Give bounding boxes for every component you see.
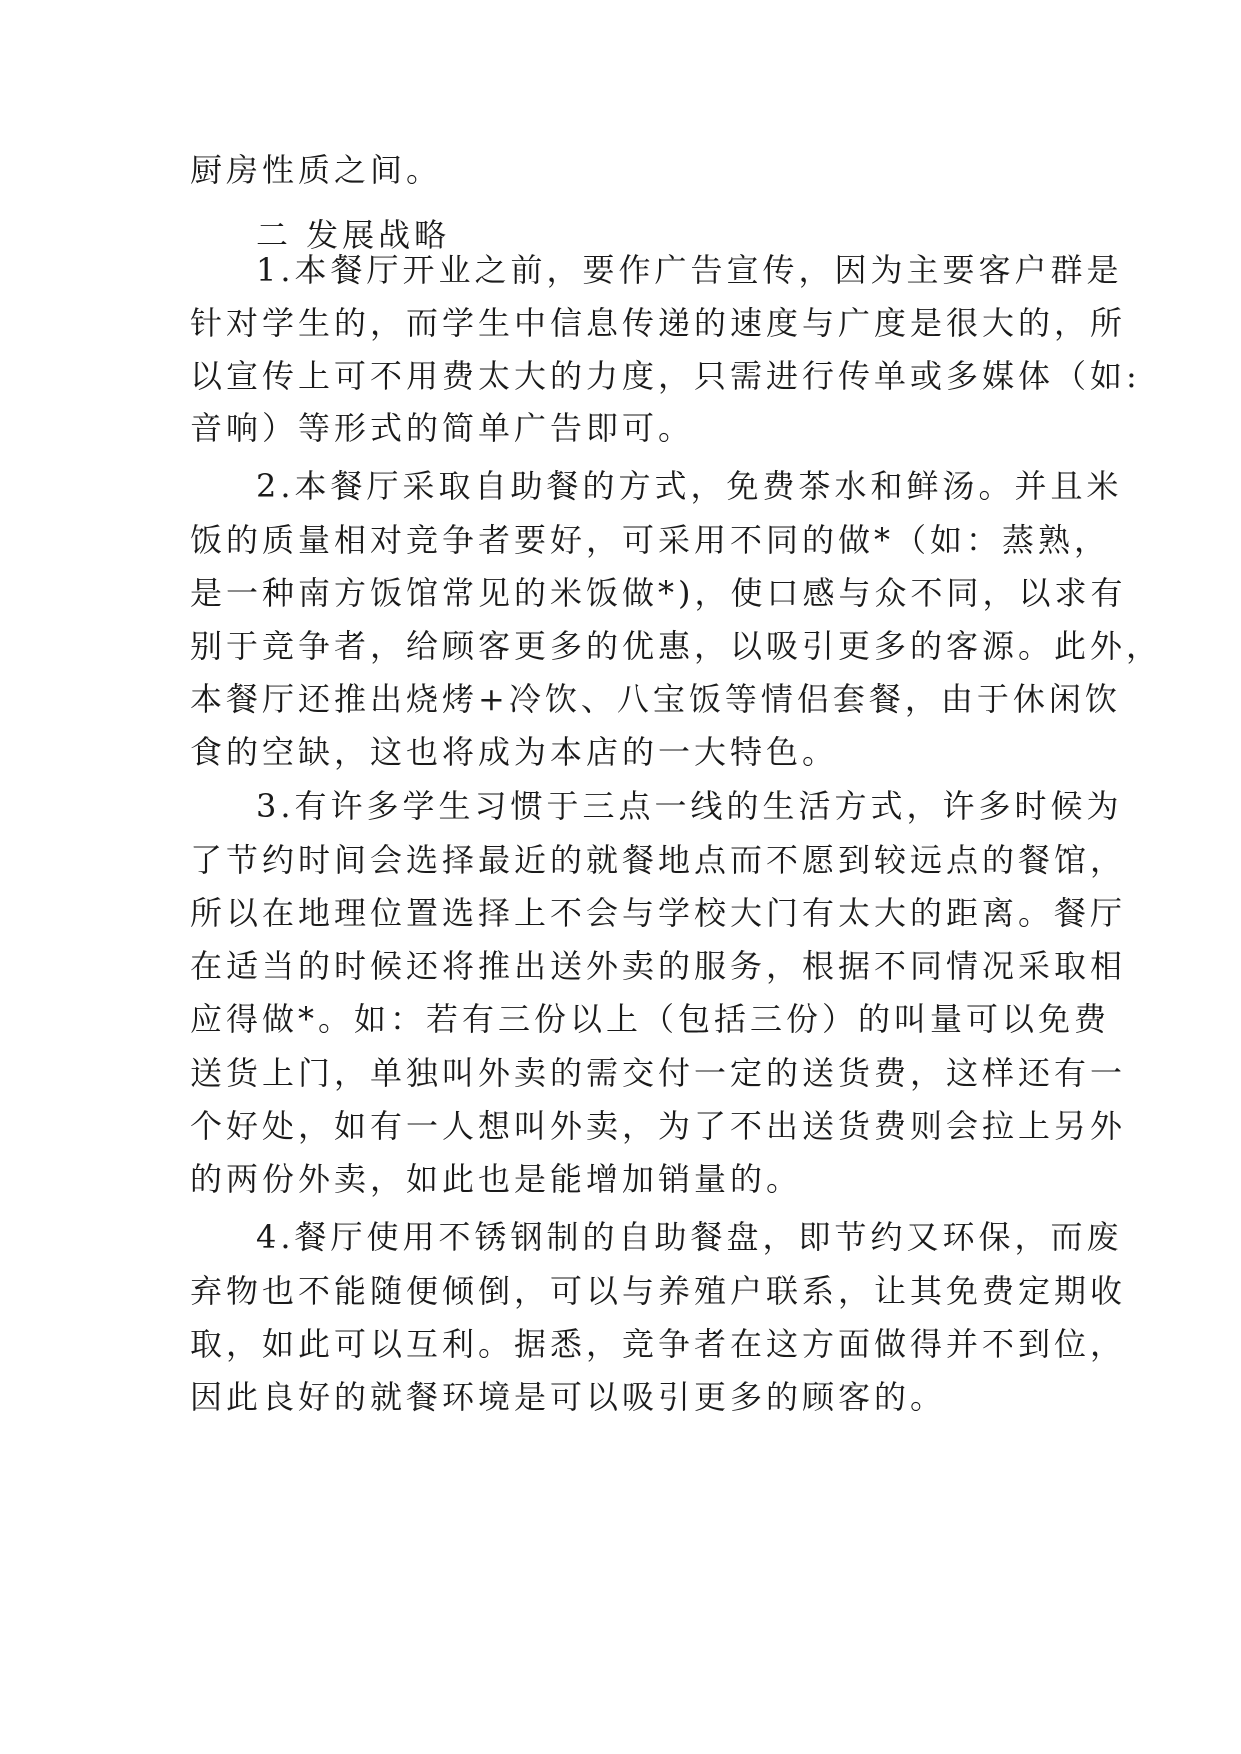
- text-line: 因此良好的就餐环境是可以吸引更多的顾客的。: [190, 1378, 947, 1416]
- text-line: 应得做*。如：若有三份以上（包括三份）的叫量可以免费: [190, 1000, 1111, 1038]
- text-line: 个好处，如有一人想叫外卖，为了不出送货费则会拉上另外: [190, 1107, 1127, 1145]
- text-line: 所以在地理位置选择上不会与学校大门有太大的距离。餐厅: [190, 894, 1127, 932]
- text-line: 送货上门，单独叫外卖的需交付一定的送货费，这样还有一: [190, 1054, 1127, 1092]
- text-line: 以宣传上可不用费太大的力度，只需进行传单或多媒体（如:: [190, 357, 1141, 395]
- text-line: 3.有许多学生习惯于三点一线的生活方式，许多时候为: [256, 787, 1123, 825]
- text-line: 别于竞争者，给顾客更多的优惠，以吸引更多的客源。此外，: [190, 627, 1163, 665]
- section-heading: 二 发展战略: [256, 216, 451, 254]
- text-line: 取，如此可以互利。据悉，竞争者在这方面做得并不到位，: [190, 1325, 1127, 1363]
- text-line: 4.餐厅使用不锈钢制的自助餐盘，即节约又环保，而废: [256, 1218, 1123, 1256]
- text-line: 的两份外卖，如此也是能增加销量的。: [190, 1160, 803, 1198]
- text-line: 食的空缺，这也将成为本店的一大特色。: [190, 733, 839, 771]
- text-line: 是一种南方饭馆常见的米饭做*)，使口感与众不同，以求有: [190, 574, 1127, 612]
- text-line: 音响）等形式的简单广告即可。: [190, 409, 695, 447]
- text-line: 2.本餐厅采取自助餐的方式，免费茶水和鲜汤。并且米: [256, 467, 1123, 505]
- text-line: 1.本餐厅开业之前，要作广告宣传，因为主要客户群是: [256, 251, 1123, 289]
- text-line: 厨房性质之间。: [190, 151, 443, 189]
- text-line: 了节约时间会选择最近的就餐地点而不愿到较远点的餐馆，: [190, 841, 1127, 879]
- text-line: 在适当的时候还将推出送外卖的服务，根据不同情况采取相: [190, 947, 1127, 985]
- text-line: 弃物也不能随便倾倒，可以与养殖户联系，让其免费定期收: [190, 1272, 1127, 1310]
- text-line: 本餐厅还推出烧烤+冷饮、八宝饭等情侣套餐，由于休闲饮: [190, 680, 1121, 718]
- text-line: 饭的质量相对竞争者要好，可采用不同的做*（如：蒸熟，: [190, 521, 1111, 559]
- text-line: 针对学生的，而学生中信息传递的速度与广度是很大的，所: [190, 304, 1127, 342]
